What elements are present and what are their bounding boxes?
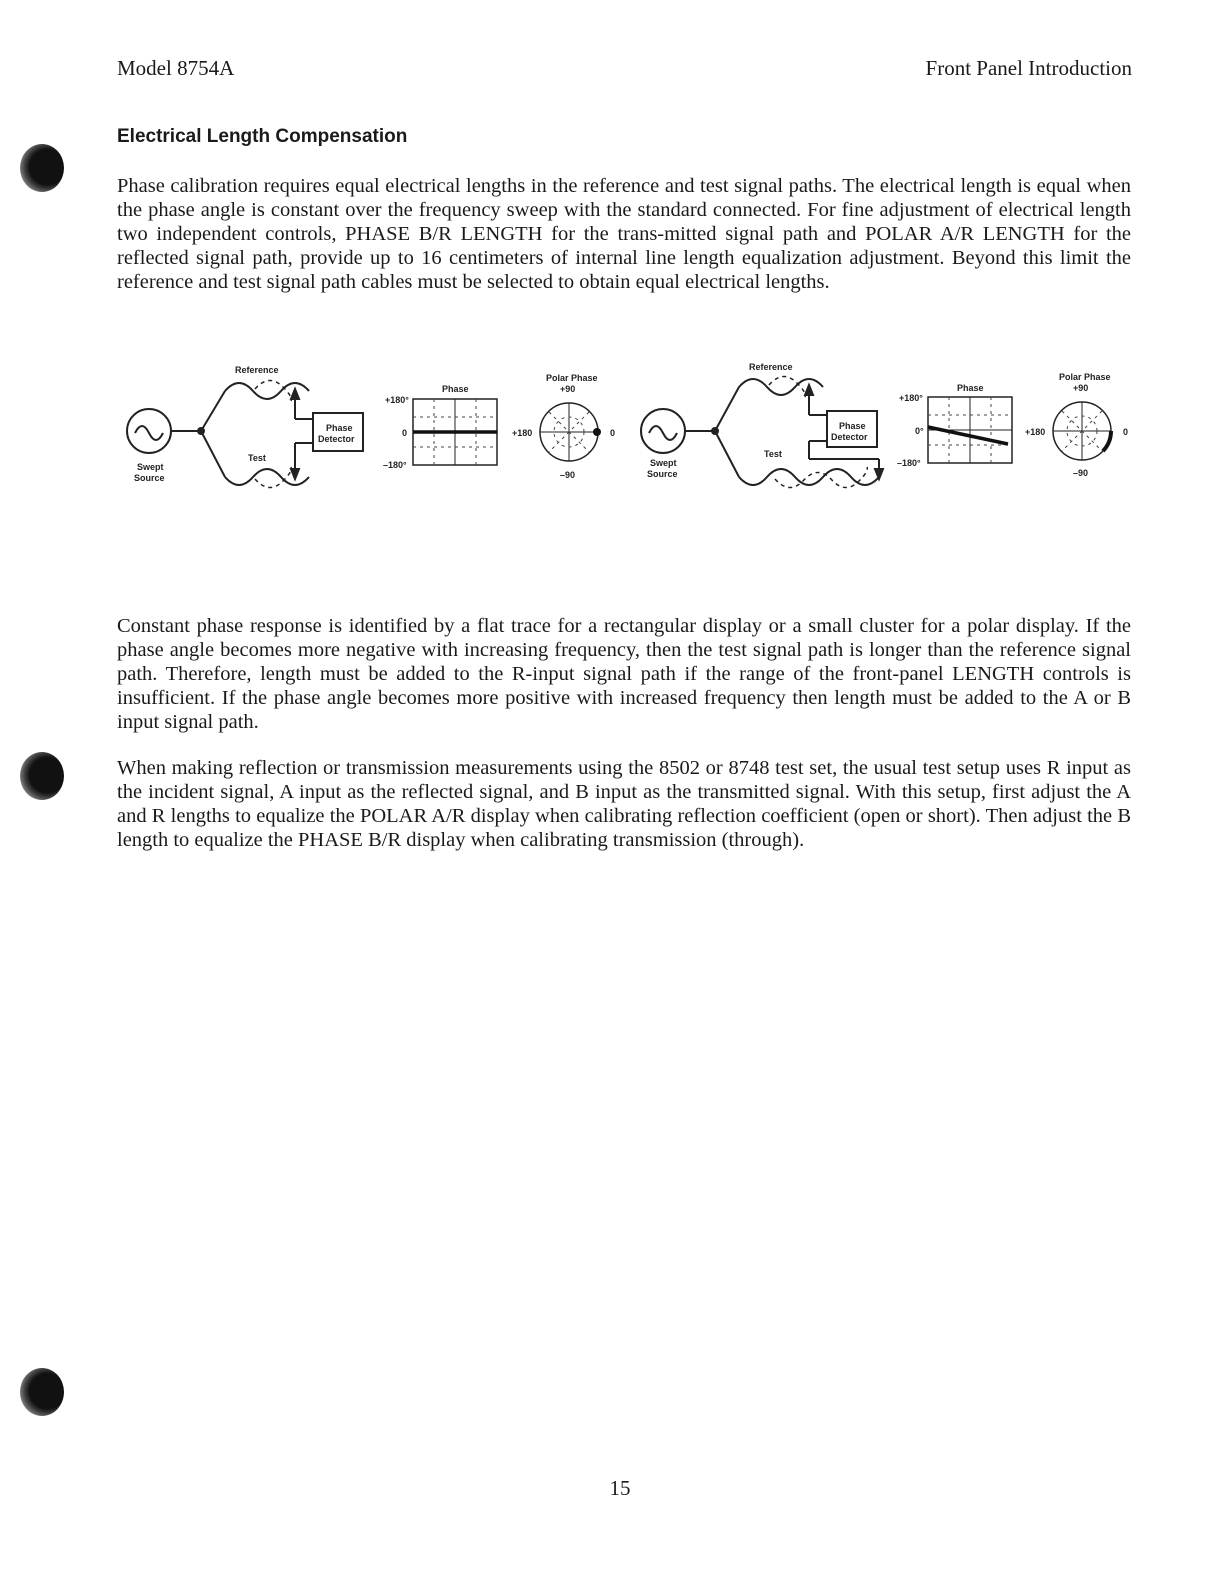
right-polar-title: Polar Phase xyxy=(1059,372,1111,382)
binder-hole-top xyxy=(20,144,64,192)
left-test-label: Test xyxy=(248,453,266,463)
page-number: 15 xyxy=(609,1476,631,1500)
left-polar-cluster xyxy=(593,428,601,436)
right-polar-top: +90 xyxy=(1073,383,1089,393)
left-phase-bottom: –180° xyxy=(383,460,407,470)
left-swept-label: Swept xyxy=(137,462,164,472)
right-phase-top: +180° xyxy=(899,393,923,403)
left-detector-label-1: Phase xyxy=(326,423,353,433)
left-polar-top: +90 xyxy=(560,384,576,394)
binder-hole-bottom xyxy=(20,1368,64,1416)
electrical-length-figure xyxy=(115,355,1135,505)
right-detector-label-1: Phase xyxy=(839,421,866,431)
right-test-label: Test xyxy=(764,449,782,459)
right-reference-label: Reference xyxy=(749,362,793,372)
paragraph-2: Constant phase response is identified by a flat trace for a rectangular display or a small cluster for a polar display. If the phase angle becomes more negative with increasing frequency, then the test signal path is longer than the reference signal path. Therefore, length must be added to the R-input signal path if the range of the front-panel LENGTH controls is insufficient. If the phase angle becomes more positive with increased frequency then length must be added to the A or B input signal path. xyxy=(117,615,1131,733)
paragraph-1: Phase calibration requires equal electrical lengths in the reference and test signal paths. The electrical length is equal when the phase angle is constant over the frequency sweep with the standard connected. For fine adjustment of electrical length two independent controls, PHASE B/R LENGTH for the trans-mitted signal path and POLAR A/R LENGTH for the reflected signal path, provide up to 16 centimeters of internal line length equalization adjustment. Beyond this limit the reference and test signal path cables must be selected to obtain equal electrical lengths. xyxy=(117,175,1131,293)
right-polar-right: 0 xyxy=(1123,427,1129,437)
left-polar-left: +180 xyxy=(512,428,533,438)
binder-hole-middle xyxy=(20,752,64,800)
right-source-label: Source xyxy=(647,469,678,479)
left-reference-label: Reference xyxy=(235,365,279,375)
section-title: Electrical Length Compensation xyxy=(117,126,408,147)
left-detector-label-2: Detector xyxy=(318,434,355,444)
header-section: Front Panel Introduction xyxy=(925,56,1132,80)
left-polar-bottom: –90 xyxy=(560,470,576,480)
paragraph-3: When making reflection or transmission measurements using the 8502 or 8748 test set, the usual test setup uses R input as the incident signal, A input as the reflected signal, and B input as the transmitted signal. With this setup, first adjust the A and R lengths to equalize the POLAR A/R display when calibrating reflection coefficient (open or short). Then adjust the B length to equalize the PHASE B/R display when calibrating transmission (through). xyxy=(117,757,1131,851)
left-phase-title: Phase xyxy=(442,384,469,394)
left-polar-display xyxy=(540,403,601,461)
right-polar-arc xyxy=(1103,431,1111,451)
right-phase-title: Phase xyxy=(957,383,984,393)
left-polar-right: 0 xyxy=(610,428,616,438)
left-phase-mid: 0 xyxy=(402,428,408,438)
right-polar-bottom: –90 xyxy=(1073,468,1089,478)
left-polar-title: Polar Phase xyxy=(546,373,598,383)
left-phase-display xyxy=(413,399,497,465)
right-phase-bottom: –180° xyxy=(897,458,921,468)
right-polar-display xyxy=(1053,402,1111,460)
left-phase-top: +180° xyxy=(385,395,409,405)
left-source-label: Source xyxy=(134,473,165,483)
right-detector-label-2: Detector xyxy=(831,432,868,442)
right-phase-display xyxy=(928,397,1012,463)
right-phase-mid: 0° xyxy=(915,426,924,436)
header-model: Model 8754A xyxy=(117,56,235,80)
right-swept-label: Swept xyxy=(650,458,677,468)
right-polar-left: +180 xyxy=(1025,427,1046,437)
